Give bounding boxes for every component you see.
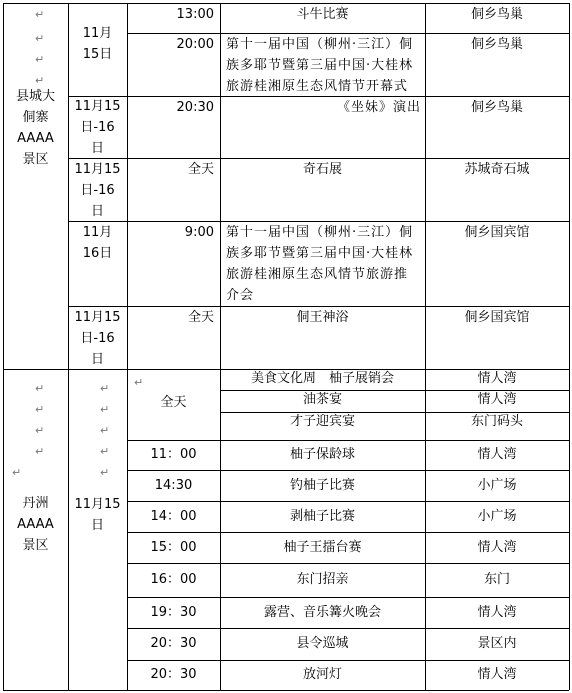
time-cell: 14:30 <box>154 478 193 493</box>
event-cell: 第十一届中国（柳州·三江）侗族多耶节暨第三届中国·大桂林旅游桂湘原生态风情节开幕式 <box>226 37 414 94</box>
place-cell: 情人湾 <box>477 667 517 682</box>
grid-line-h <box>127 532 569 533</box>
date-label: 日-16 <box>80 183 115 198</box>
place-cell: 侗乡国宾馆 <box>464 225 530 240</box>
event-cell: 第十一届中国（柳州·三江）侗族多耶节暨第三届中国·大桂林旅游桂湘原生态风情节旅游推介会 <box>226 225 414 303</box>
grid-line-v <box>569 3 570 690</box>
place-cell: 东门码头 <box>470 414 523 429</box>
place-cell: 苏城奇石城 <box>464 162 530 177</box>
place-cell: 小广场 <box>477 478 517 493</box>
grid-line-h <box>127 628 569 629</box>
time-cell: 14：00 <box>150 509 197 524</box>
event-cell: 钓柚子比赛 <box>289 478 355 493</box>
paragraph-mark: ↵ <box>100 382 110 395</box>
place-cell: 侗乡鸟巢 <box>470 100 523 115</box>
paragraph-mark: ↵ <box>100 445 110 458</box>
grid-line-h <box>127 440 569 441</box>
date-label: 日 <box>90 352 104 367</box>
date-label: 11月 <box>82 225 113 240</box>
time-cell: 全天 <box>187 162 214 177</box>
grid-line-h <box>127 660 569 661</box>
paragraph-mark: ↵ <box>35 74 45 87</box>
time-cell: 13:00 <box>176 7 214 22</box>
event-cell: 露营、音乐篝火晚会 <box>263 605 381 620</box>
paragraph-mark: ↵ <box>100 466 110 479</box>
date-label: 16日 <box>82 246 113 261</box>
venue-label: AAAA <box>17 517 54 532</box>
paragraph-mark: ↵ <box>100 424 110 437</box>
paragraph-mark: ↵ <box>35 445 45 458</box>
event-cell: 柚子保龄球 <box>289 447 355 462</box>
grid-line-h <box>127 470 569 471</box>
date-label: 11月 <box>82 26 113 41</box>
event-cell: 油茶宴 <box>302 392 342 407</box>
place-cell: 侗乡鸟巢 <box>470 37 523 52</box>
date-label: 日 <box>90 518 104 533</box>
paragraph-mark: ↵ <box>35 8 45 21</box>
place-cell: 情人湾 <box>477 447 517 462</box>
venue-label: 县城大 <box>15 89 55 104</box>
event-cell: 侗王神浴 <box>296 310 349 325</box>
date-label: 日 <box>90 204 104 219</box>
place-cell: 小广场 <box>477 509 517 524</box>
time-cell: 20:30 <box>176 100 214 115</box>
date-label: 11月15 <box>74 497 121 512</box>
event-cell: 斗牛比赛 <box>296 7 349 22</box>
paragraph-mark: ↵ <box>134 376 144 389</box>
date-label: 15日 <box>82 47 113 62</box>
paragraph-mark: ↵ <box>35 382 45 395</box>
event-cell: 《坐妹》演出 <box>336 100 421 115</box>
venue-label: AAAA <box>17 131 54 146</box>
place-cell: 情人湾 <box>477 392 517 407</box>
paragraph-mark: ↵ <box>100 403 110 416</box>
time-cell: 11：00 <box>150 447 197 462</box>
event-cell: 东门招亲 <box>296 572 349 587</box>
date-label: 日 <box>90 141 104 156</box>
place-cell: 情人湾 <box>477 540 517 555</box>
time-cell: 15：00 <box>150 540 197 555</box>
event-cell: 县令巡城 <box>296 636 349 651</box>
paragraph-mark: ↵ <box>35 53 45 66</box>
time-cell: 9:00 <box>184 225 214 240</box>
date-label: 11月15 <box>74 99 121 114</box>
date-label: 日-16 <box>80 331 115 346</box>
time-cell: 19：30 <box>150 605 197 620</box>
paragraph-mark: ↵ <box>35 424 45 437</box>
allday-label: 全天 <box>160 395 187 410</box>
time-cell: 全天 <box>187 310 214 325</box>
paragraph-mark: ↵ <box>35 32 45 45</box>
grid-line-h <box>127 563 569 564</box>
time-cell: 20:00 <box>176 37 214 52</box>
date-label: 11月15 <box>74 310 121 325</box>
grid-line-h <box>3 690 569 691</box>
venue-label: 景区 <box>22 538 49 553</box>
place-cell: 景区内 <box>477 636 517 651</box>
venue-label: 景区 <box>22 152 49 167</box>
grid-line-h <box>127 501 569 502</box>
event-cell: 美食文化周 柚子展销会 <box>250 371 394 386</box>
event-cell: 放河灯 <box>302 667 342 682</box>
venue-label: 侗寨 <box>22 110 49 125</box>
place-cell: 东门 <box>483 572 510 587</box>
date-label: 日-16 <box>80 120 115 135</box>
time-cell: 16：00 <box>150 572 197 587</box>
grid-line-h <box>127 597 569 598</box>
event-cell: 奇石展 <box>302 162 342 177</box>
paragraph-mark: ↵ <box>35 403 45 416</box>
place-cell: 侗乡国宾馆 <box>464 310 530 325</box>
event-cell: 剥柚子比赛 <box>289 509 355 524</box>
event-cell: 才子迎宾宴 <box>289 414 355 429</box>
time-cell: 20：30 <box>150 667 197 682</box>
venue-label: 丹洲 <box>22 496 49 511</box>
place-cell: 情人湾 <box>477 371 517 386</box>
date-label: 11月15 <box>74 162 121 177</box>
place-cell: 侗乡鸟巢 <box>470 7 523 22</box>
time-cell: 20：30 <box>150 636 197 651</box>
place-cell: 情人湾 <box>477 605 517 620</box>
event-cell: 柚子王擂台赛 <box>283 540 362 555</box>
paragraph-mark: ↵ <box>12 466 22 479</box>
